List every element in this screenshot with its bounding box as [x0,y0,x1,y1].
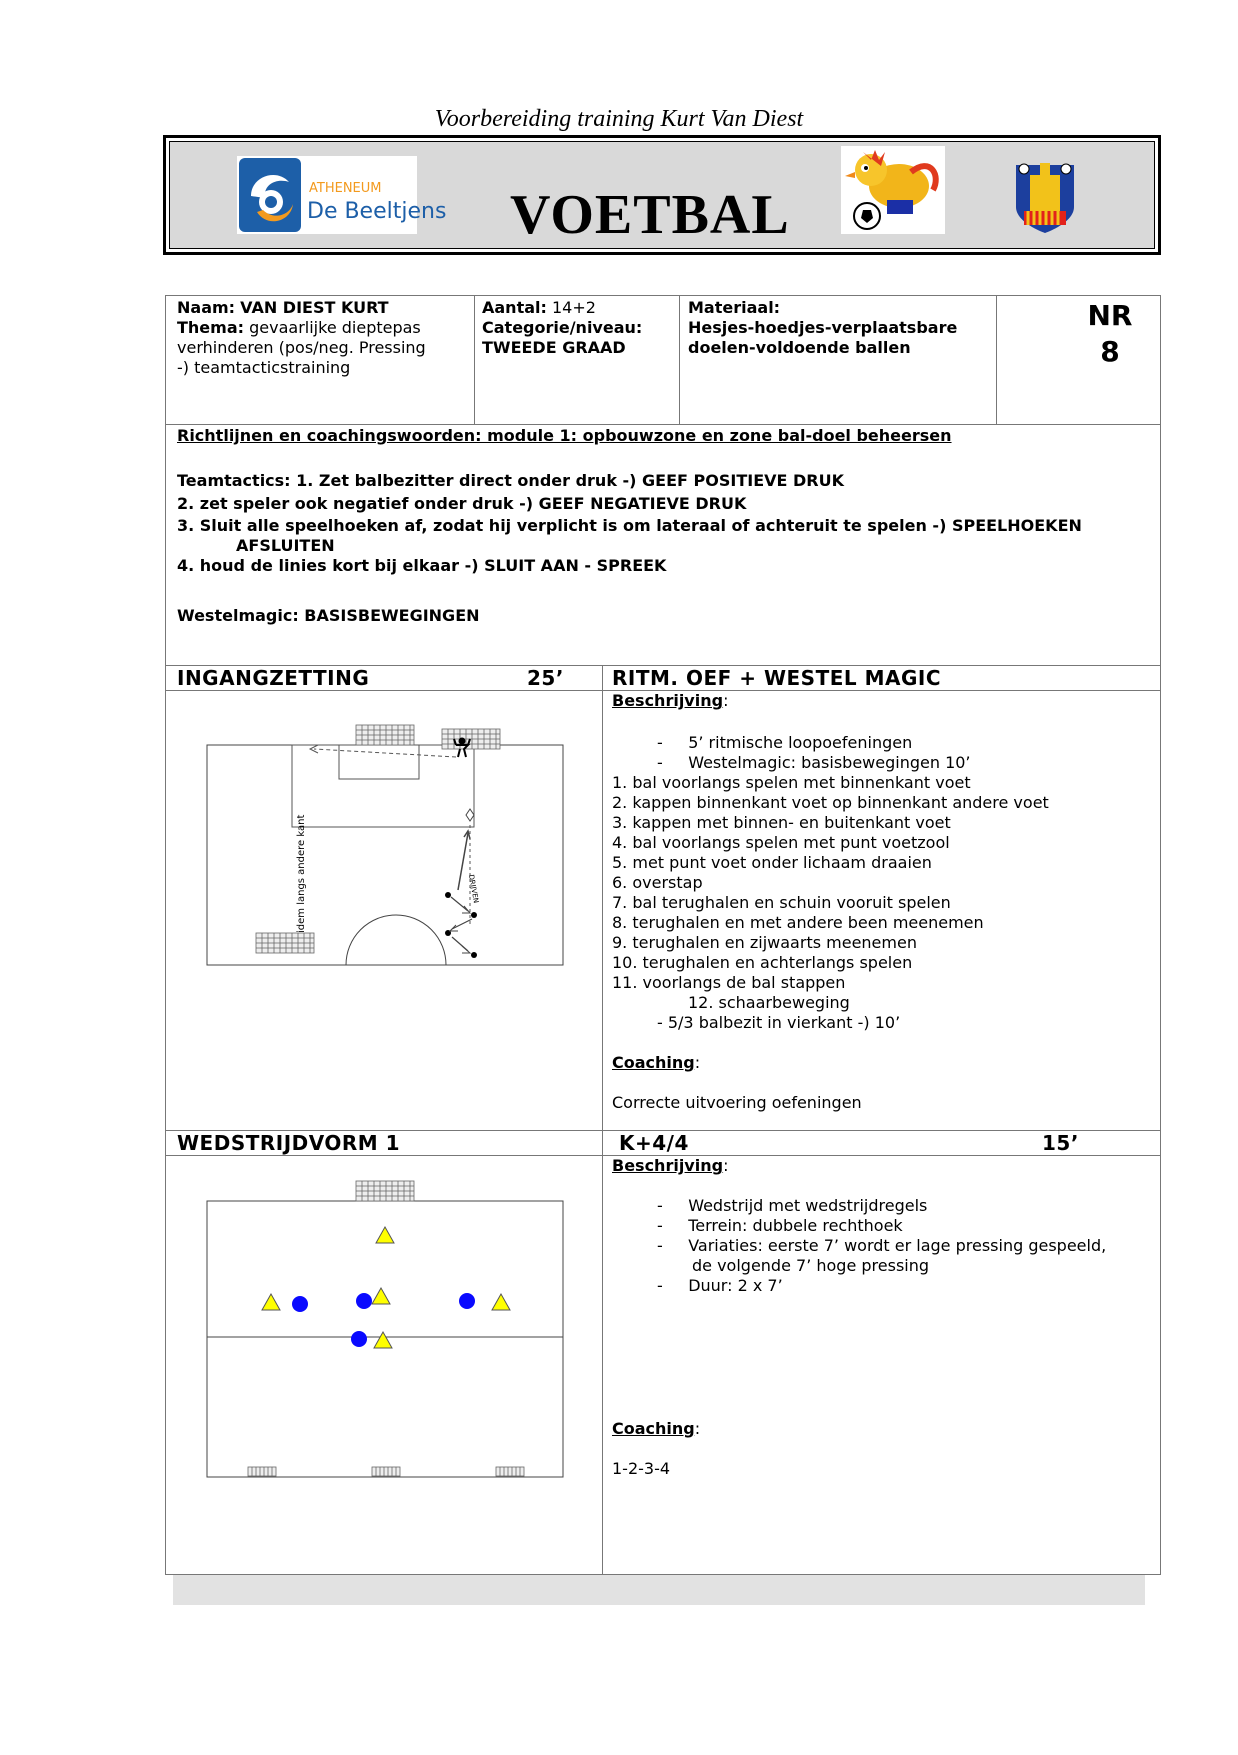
section1-bullet-2: - Westelmagic: basisbewegingen 10’ [657,753,971,772]
section2-bullet-1: - Wedstrijd met wedstrijdregels [657,1196,928,1215]
section2-coaching-label: Coaching: [612,1419,701,1438]
section1-right-title: RITM. OEF + WESTEL MAGIC [612,666,942,690]
section2-time: 15’ [1042,1131,1079,1155]
section1-item-4: 4. bal voorlangs spelen met punt voetzool [612,833,950,852]
richtlijnen-line3: 3. Sluit alle speelhoeken af, zodat hij verplicht is om lateraal of achteruit te spelen -) SPEELHOEKEN [177,516,1082,535]
section1-item-8: 8. terughalen en met andere been meenemen [612,913,984,932]
footer-bar [173,1575,1145,1605]
banner-title: VOETBAL [510,184,790,246]
section1-coaching-label: Coaching: [612,1053,701,1072]
school-logo-line1: ATHENEUM [309,181,382,196]
info-table [165,295,1161,425]
city-crest-image [1010,155,1080,235]
drill-diagram-ingangzetting [186,715,586,975]
richtlijnen-heading: Richtlijnen en coachingswoorden: module 1: opbouwzone en zone bal-doel beheersen [177,426,952,445]
section1-item-10: 10. terughalen en achterlangs spelen [612,953,913,972]
section2-bullet-2: - Terrein: dubbele rechthoek [657,1216,903,1235]
small-goal-left [248,1467,276,1476]
section1-time: 25’ [527,666,564,690]
yellow-team-markers [262,1227,510,1348]
section1-left-title: INGANGZETTING [177,666,370,690]
richtlijnen-line3b: AFSLUITEN [236,536,335,555]
section1-bullet-1: - 5’ ritmische loopoefeningen [657,733,913,752]
section2-bullet-4: - Duur: 2 x 7’ [657,1276,783,1295]
section2-beschrijving-label: Beschrijving: [612,1156,729,1175]
session-number: NR 8 [1087,299,1133,368]
diagram-label-drijven: DRIJVEN [467,873,480,904]
section2-left-title: WEDSTRIJDVORM 1 [177,1131,401,1155]
westelmagic-line: Westelmagic: BASISBEWEGINGEN [177,606,480,625]
section2-bullet-3: - Variaties: eerste 7’ wordt er lage pressing gespeeld, [657,1236,1107,1255]
info-naam-thema: Naam: VAN DIEST KURT Thema: gevaarlijke dieptepas verhinderen (pos/neg. Pressing -) teamtacticstraining [177,298,426,377]
school-logo-line2: De Beeltjens [307,199,447,224]
goal-net-left [356,725,414,745]
section1-last-bullet: - 5/3 balbezit in vierkant -) 10’ [657,1013,901,1032]
section1-coaching-text: Correcte uitvoering oefeningen [612,1093,862,1112]
goal-net-right [442,729,500,749]
section2-right-title: K+4/4 [619,1131,689,1155]
small-goal-right [496,1467,524,1476]
diagram-label-idem: idem langs andere kant [296,814,307,933]
info-aantal-categorie: Aantal: 14+2 Categorie/niveau: TWEEDE GRAAD [482,298,643,357]
section1-item-1: 1. bal voorlangs spelen met binnenkant voet [612,773,971,792]
richtlijnen-line4: 4. houd de linies kort bij elkaar -) SLUIT AAN - SPREEK [177,556,667,575]
mascot-rooster-image [841,146,945,234]
section1-item-2: 2. kappen binnenkant voet op binnenkant andere voet [612,793,1049,812]
small-goal-center [372,1467,400,1476]
section1-item-12: 12. schaarbeweging [688,993,850,1012]
goal-net-bottom [256,933,314,953]
info-materiaal: Materiaal: Hesjes-hoedjes-verplaatsbare doelen-voldoende ballen [688,298,958,357]
drill-diagram-wedstrijdvorm [186,1177,586,1487]
richtlijnen-line1: Teamtactics: 1. Zet balbezitter direct onder druk -) GEEF POSITIEVE DRUK [177,471,845,490]
section1-item-9: 9. terughalen en zijwaarts meenemen [612,933,917,952]
section1-item-3: 3. kappen met binnen- en buitenkant voet [612,813,951,832]
section2-bullet-3-cont: de volgende 7’ hoge pressing [692,1256,930,1275]
section1-beschrijving-label: Beschrijving: [612,691,729,710]
document-header: Voorbereiding training Kurt Van Diest [434,106,804,132]
school-logo [237,156,447,234]
richtlijnen-line2: 2. zet speler ook negatief onder druk -) GEEF NEGATIEVE DRUK [177,494,747,513]
section1-item-5: 5. met punt voet onder lichaam draaien [612,853,932,872]
section1-item-11: 11. voorlangs de bal stappen [612,973,846,992]
session-content [165,425,1161,1575]
section1-item-7: 7. bal terughalen en schuin vooruit spelen [612,893,951,912]
section1-item-6: 6. overstap [612,873,703,892]
goal-net-top [356,1181,414,1201]
section2-coaching-text: 1-2-3-4 [612,1459,671,1478]
